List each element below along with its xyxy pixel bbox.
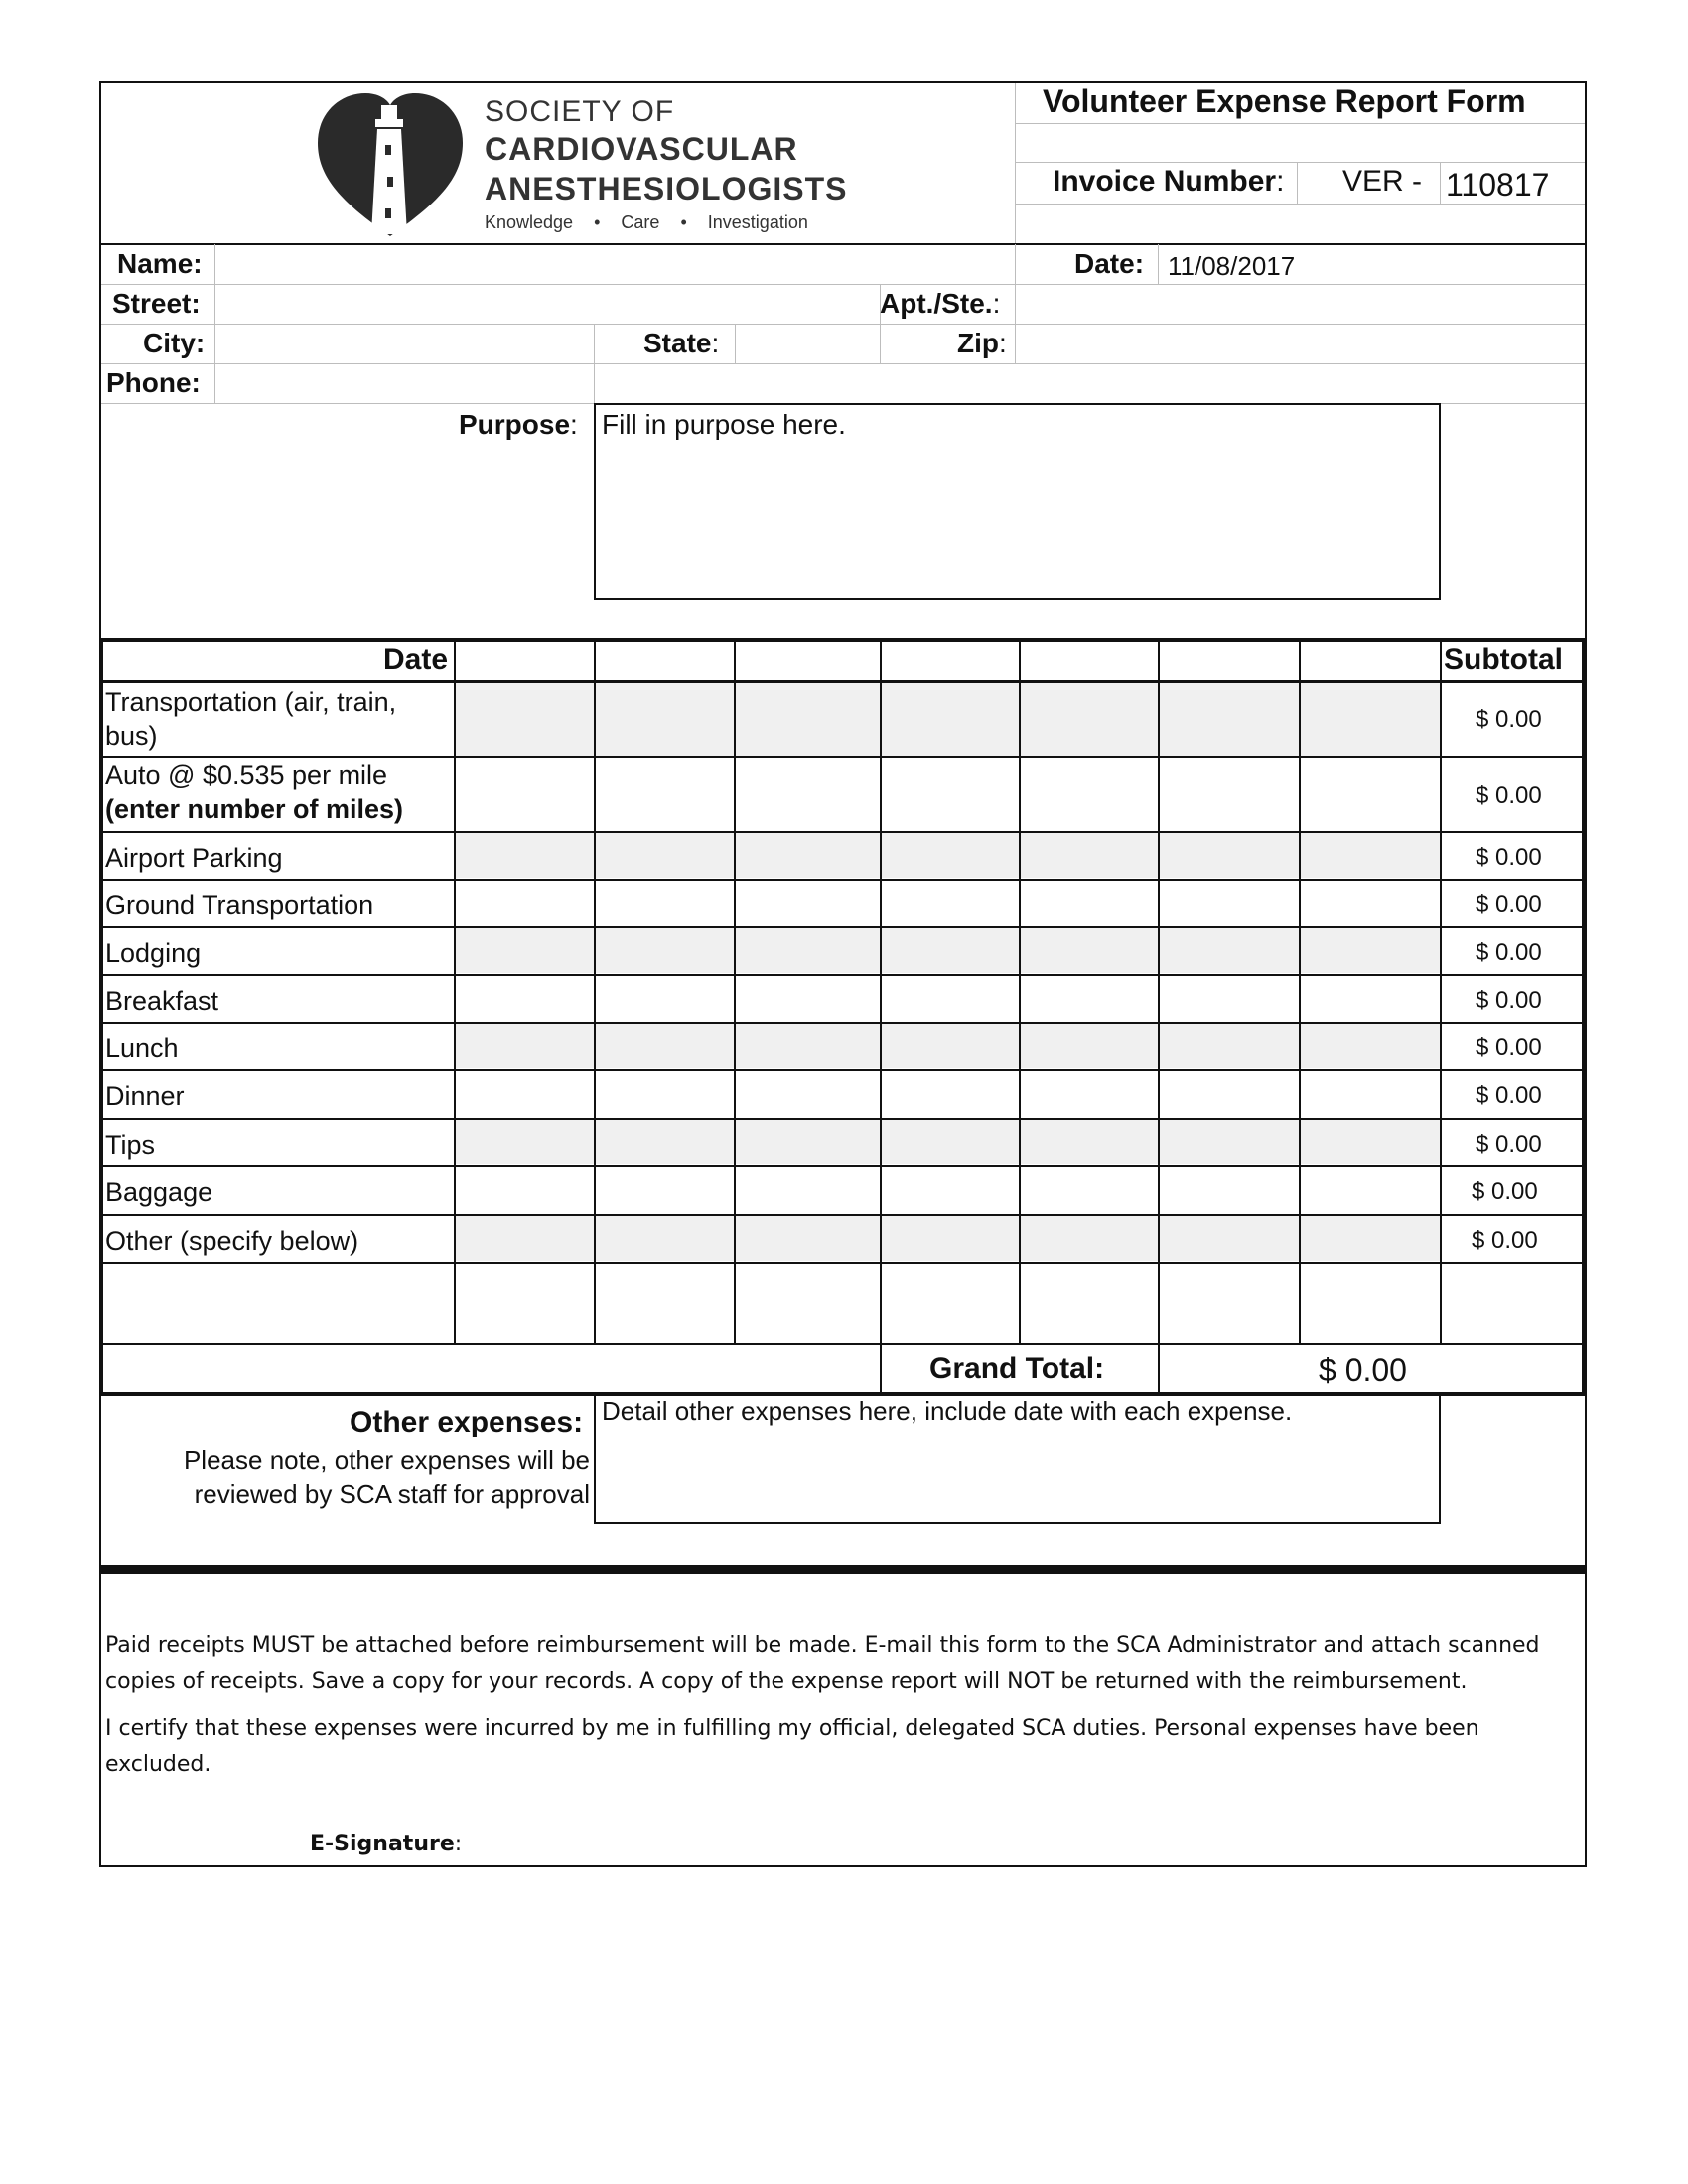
- subtotal-column-header: Subtotal: [1444, 643, 1563, 676]
- row-label-dinner: Dinner: [105, 1081, 185, 1111]
- subtotal-lunch: $ 0.00: [1476, 1034, 1542, 1061]
- subtotal-tips: $ 0.00: [1476, 1131, 1542, 1158]
- other-expenses-label: Other expenses:: [350, 1406, 584, 1438]
- zip-label: Zip:: [957, 328, 1007, 358]
- date-label: Date:: [1074, 248, 1145, 279]
- logo-bullet-1: •: [594, 212, 601, 232]
- subtotal-baggage: $ 0.00: [1472, 1178, 1538, 1205]
- date-field[interactable]: 11/08/2017: [1168, 251, 1296, 281]
- zip-field[interactable]: [1017, 325, 1585, 362]
- logo-society-of: SOCIETY OF: [485, 95, 675, 128]
- logo-tagline-knowledge: Knowledge: [485, 212, 574, 232]
- row-label-transportation: Transportation (air, train, bus): [105, 687, 397, 751]
- row-label-airport-parking: Airport Parking: [105, 843, 283, 873]
- subtotal-other: $ 0.00: [1472, 1227, 1538, 1254]
- apt-label: Apt./Ste.:: [880, 288, 1001, 319]
- invoice-number-field[interactable]: 110817: [1446, 167, 1550, 203]
- sca-logo: [316, 85, 852, 244]
- grand-total-label: Grand Total:: [929, 1352, 1105, 1385]
- city-label: City:: [143, 328, 206, 358]
- e-signature-field[interactable]: [453, 1825, 1575, 1862]
- subtotal-dinner: $ 0.00: [1476, 1082, 1542, 1109]
- state-field[interactable]: [737, 325, 878, 362]
- other-expenses-textarea[interactable]: [594, 1392, 1441, 1524]
- other-expenses-detail: Detail other expenses here, include date with each expense.: [602, 1396, 1293, 1426]
- logo-tagline: [485, 212, 808, 233]
- row-label-lunch: Lunch: [105, 1033, 179, 1063]
- street-field[interactable]: [216, 285, 878, 323]
- city-field[interactable]: [216, 325, 592, 362]
- form-title: Volunteer Expense Report Form: [1043, 83, 1526, 119]
- e-signature-label: E-Signature:: [310, 1832, 463, 1856]
- apt-field[interactable]: [1017, 285, 1585, 323]
- subtotal-auto: $ 0.00: [1476, 782, 1542, 809]
- purpose-label: Purpose:: [459, 409, 578, 440]
- row-label-auto: Auto @ $0.535 per mile (enter number of miles): [105, 760, 404, 824]
- row-label-ground-transportation: Ground Transportation: [105, 890, 374, 920]
- section-divider: [99, 1565, 1587, 1574]
- grand-total-value: $ 0.00: [1319, 1352, 1407, 1388]
- street-label: Street:: [112, 288, 201, 319]
- phone-field[interactable]: [216, 364, 592, 402]
- invoice-prefix: VER -: [1342, 165, 1423, 198]
- state-label: State:: [643, 328, 720, 358]
- subtotal-airport-parking: $ 0.00: [1476, 844, 1542, 871]
- subtotal-transportation: $ 0.00: [1476, 706, 1542, 733]
- date-column-header: Date: [383, 643, 449, 676]
- row-label-lodging: Lodging: [105, 938, 202, 968]
- certification-statement: I certify that these expenses were incurred by me in fulfilling my official, delegated SCA duties. Personal expenses have been excluded.: [105, 1716, 1479, 1777]
- row-label-breakfast: Breakfast: [105, 986, 219, 1016]
- row-label-baggage: Baggage: [105, 1177, 213, 1207]
- subtotal-ground-transportation: $ 0.00: [1476, 891, 1542, 918]
- purpose-value: Fill in purpose here.: [602, 409, 846, 440]
- name-label: Name:: [117, 248, 203, 279]
- name-field[interactable]: [216, 245, 1013, 283]
- logo-tagline-investigation: Investigation: [707, 212, 808, 232]
- logo-anesthesiologists: ANESTHESIOLOGISTS: [485, 171, 848, 206]
- row-label-tips: Tips: [105, 1130, 156, 1160]
- other-expenses-note: Please note, other expenses will be reviewed by SCA staff for approval: [183, 1445, 590, 1509]
- logo-cardiovascular: CARDIOVASCULAR: [485, 131, 798, 167]
- subtotal-breakfast: $ 0.00: [1476, 987, 1542, 1014]
- logo-bullet-2: •: [680, 212, 687, 232]
- row-label-other: Other (specify below): [105, 1226, 359, 1256]
- logo-tagline-care: Care: [621, 212, 660, 232]
- purpose-textarea[interactable]: [594, 403, 1441, 600]
- receipts-notice: Paid receipts MUST be attached before reimbursement will be made. E-mail this form to the SCA Administrator and attach scanned copies of receipts. Save a copy for your records. A copy of the expense report will NOT be returned with the reimbursement.: [105, 1633, 1540, 1694]
- phone-label: Phone:: [106, 367, 201, 398]
- heart-lighthouse-icon: [316, 85, 465, 240]
- invoice-number-label: Invoice Number:: [1053, 165, 1285, 198]
- subtotal-lodging: $ 0.00: [1476, 939, 1542, 966]
